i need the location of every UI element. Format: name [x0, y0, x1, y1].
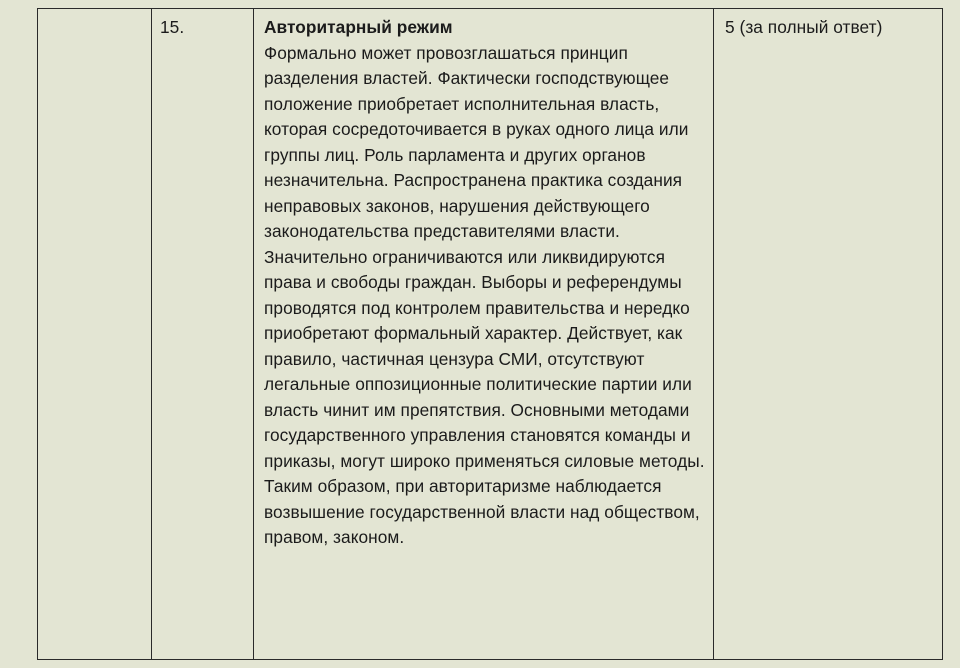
score-text: 5 (за полный ответ): [725, 17, 883, 37]
answer-content-cell: [254, 9, 714, 659]
score-cell: [714, 9, 942, 659]
row-number-cell: [152, 9, 254, 659]
answer-table: [37, 8, 943, 660]
row-number: 15.: [160, 17, 185, 37]
answer-title: Авторитарный режим: [264, 17, 453, 37]
answer-text: Формально может провозглашаться принцип разделения властей. Фактически господствующее положение приобретает исполнительная власть, которая сосредоточивается в руках одного лица или группы лиц. Роль парламента и других органов незначительна. Распространена практика создания неправовых законов, нарушения действующего законодательства представителями власти. Значительно ограничиваются или ликвидируются права и свободы граждан. Выборы и референдумы проводятся под контролем правительства и нередко приобретают формальный характер. Действует, как правило, частичная цензура СМИ, отсутствуют легальные оппозиционные политические партии или власть чинит им препятствия. Основными методами государственного управления становятся команды и приказы, могут широко применяться силовые методы. Таким образом, при авторитаризме наблюдается возвышение государственной власти над обществом, правом, законом.: [264, 42, 705, 547]
